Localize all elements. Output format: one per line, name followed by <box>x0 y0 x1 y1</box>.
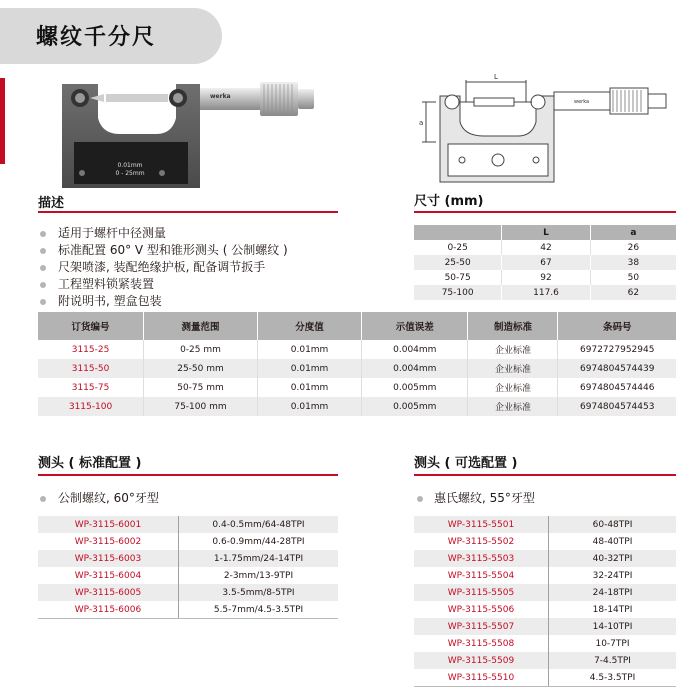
photo-label-1: 0.01mm <box>117 162 143 169</box>
tip-spec: 5.5-7mm/4.5-3.5TPI <box>179 601 339 619</box>
bullet-dot <box>417 496 423 502</box>
table-row <box>414 285 676 300</box>
table-row <box>414 567 676 584</box>
optional-tips-table <box>414 516 676 687</box>
dim-L: 117.6 <box>502 285 590 300</box>
dim-range: 0-25 <box>414 240 502 255</box>
tip-spec: 32-24TPI <box>549 567 677 584</box>
table-row <box>38 601 338 619</box>
tip-code: WP-3115-5509 <box>414 652 549 669</box>
dimensions-heading: 尺寸 (mm) <box>414 194 484 209</box>
order-no: 3115-25 <box>38 340 144 359</box>
description-item: 附说明书, 塑盒包装 <box>38 293 288 310</box>
dim-header: a <box>590 225 676 240</box>
dim-L: 92 <box>502 270 590 285</box>
optional-tips-divider <box>414 474 676 476</box>
table-row <box>38 397 676 416</box>
order-no: 3115-100 <box>38 397 144 416</box>
dim-a: 38 <box>590 255 676 270</box>
tip-spec: 7-4.5TPI <box>549 652 677 669</box>
table-row <box>414 601 676 618</box>
col-range: 测量范围 <box>144 312 258 340</box>
dim-a: 26 <box>590 240 676 255</box>
tip-code: WP-3115-5505 <box>414 584 549 601</box>
table-row <box>38 550 338 567</box>
order-no: 3115-50 <box>38 359 144 378</box>
standard-tips-table <box>38 516 338 619</box>
standard-tips-divider <box>38 474 338 476</box>
standard: 企业标准 <box>468 340 558 359</box>
table-row <box>38 340 676 359</box>
description-item: 适用于螺杆中径测量 <box>38 225 288 242</box>
barcode: 6974804574439 <box>558 359 676 378</box>
tip-code: WP-3115-5510 <box>414 669 549 687</box>
tip-spec: 18-14TPI <box>549 601 677 618</box>
table-row <box>414 516 676 533</box>
tip-spec: 3.5-5mm/8-5TPI <box>179 584 339 601</box>
dim-a-label: a <box>419 119 424 127</box>
tip-spec: 24-18TPI <box>549 584 677 601</box>
table-row <box>414 618 676 635</box>
dim-L-label: L <box>494 73 498 81</box>
range: 50-75 mm <box>144 378 258 397</box>
table-row <box>414 270 676 285</box>
barcode: 6972727952945 <box>558 340 676 359</box>
dim-range: 75-100 <box>414 285 502 300</box>
tip-spec: 0.6-0.9mm/44-28TPI <box>179 533 339 550</box>
tip-code: WP-3115-6001 <box>38 516 179 533</box>
product-table <box>38 312 676 416</box>
standard: 企业标准 <box>468 378 558 397</box>
dim-L: 42 <box>502 240 590 255</box>
dim-L: 67 <box>502 255 590 270</box>
col-resolution: 分度值 <box>257 312 361 340</box>
description-heading: 描述 <box>38 196 65 211</box>
standard: 企业标准 <box>468 397 558 416</box>
dim-range: 25-50 <box>414 255 502 270</box>
range: 25-50 mm <box>144 359 258 378</box>
tip-spec: 60-48TPI <box>549 516 677 533</box>
table-row <box>38 567 338 584</box>
col-barcode: 条码号 <box>558 312 676 340</box>
dimensions-divider <box>414 211 676 213</box>
dim-range: 50-75 <box>414 270 502 285</box>
table-row <box>38 533 338 550</box>
standard-tips-heading: 测头 ( 标准配置 ) <box>38 456 142 471</box>
col-standard: 制造标准 <box>468 312 558 340</box>
optional-tips-subheading: 惠氏螺纹, 55°牙型 <box>434 491 535 505</box>
tip-code: WP-3115-5506 <box>414 601 549 618</box>
description-item: 尺架喷漆, 装配绝缘护板, 配备调节扳手 <box>38 259 288 276</box>
description-list <box>38 225 288 310</box>
standard: 企业标准 <box>468 359 558 378</box>
optional-tips-heading: 测头 ( 可选配置 ) <box>414 456 518 471</box>
tip-code: WP-3115-5508 <box>414 635 549 652</box>
col-order-no: 订货编号 <box>38 312 144 340</box>
micrometer-photo <box>60 76 320 196</box>
tip-spec: 4.5-3.5TPI <box>549 669 677 687</box>
table-row <box>414 652 676 669</box>
resolution: 0.01mm <box>257 359 361 378</box>
tip-code: WP-3115-6003 <box>38 550 179 567</box>
description-divider <box>38 211 338 213</box>
standard-tips-subheading: 公制螺纹, 60°牙型 <box>58 491 159 505</box>
dimensions-table <box>414 225 676 300</box>
dim-a: 62 <box>590 285 676 300</box>
tip-spec: 10-7TPI <box>549 635 677 652</box>
table-row <box>38 378 676 397</box>
tip-code: WP-3115-6004 <box>38 567 179 584</box>
error: 0.004mm <box>362 340 468 359</box>
tip-code: WP-3115-6002 <box>38 533 179 550</box>
tip-code: WP-3115-6006 <box>38 601 179 619</box>
table-row <box>38 584 338 601</box>
bullet-dot <box>40 496 46 502</box>
tip-spec: 0.4-0.5mm/64-48TPI <box>179 516 339 533</box>
photo-brand: werka <box>210 93 231 100</box>
resolution: 0.01mm <box>257 397 361 416</box>
table-row <box>414 255 676 270</box>
technical-drawing <box>414 72 676 190</box>
barcode: 6974804574453 <box>558 397 676 416</box>
table-row <box>414 669 676 687</box>
table-row <box>414 533 676 550</box>
tip-code: WP-3115-6005 <box>38 584 179 601</box>
description-item: 工程塑料锁紧装置 <box>38 276 288 293</box>
tip-spec: 14-10TPI <box>549 618 677 635</box>
error: 0.004mm <box>362 359 468 378</box>
tip-spec: 1-1.75mm/24-14TPI <box>179 550 339 567</box>
tip-spec: 40-32TPI <box>549 550 677 567</box>
tip-spec: 2-3mm/13-9TPI <box>179 567 339 584</box>
tip-code: WP-3115-5502 <box>414 533 549 550</box>
photo-label-2: 0 - 25mm <box>115 170 145 177</box>
tip-code: WP-3115-5504 <box>414 567 549 584</box>
page-title: 螺纹千分尺 <box>36 25 157 50</box>
table-row <box>414 240 676 255</box>
error: 0.005mm <box>362 378 468 397</box>
table-row <box>414 584 676 601</box>
resolution: 0.01mm <box>257 378 361 397</box>
tip-code: WP-3115-5501 <box>414 516 549 533</box>
range: 75-100 mm <box>144 397 258 416</box>
tip-code: WP-3115-5507 <box>414 618 549 635</box>
barcode: 6974804574446 <box>558 378 676 397</box>
table-row <box>38 359 676 378</box>
error: 0.005mm <box>362 397 468 416</box>
table-row <box>38 516 338 533</box>
dim-header <box>414 225 502 240</box>
accent-bar <box>0 78 5 164</box>
order-no: 3115-75 <box>38 378 144 397</box>
table-row <box>414 550 676 567</box>
dim-header: L <box>502 225 590 240</box>
description-item: 标准配置 60° V 型和锥形测头 ( 公制螺纹 ) <box>38 242 288 259</box>
drawing-brand: werka <box>574 99 590 105</box>
resolution: 0.01mm <box>257 340 361 359</box>
tip-code: WP-3115-5503 <box>414 550 549 567</box>
range: 0-25 mm <box>144 340 258 359</box>
table-row <box>414 635 676 652</box>
tip-spec: 48-40TPI <box>549 533 677 550</box>
col-error: 示值误差 <box>362 312 468 340</box>
dim-a: 50 <box>590 270 676 285</box>
